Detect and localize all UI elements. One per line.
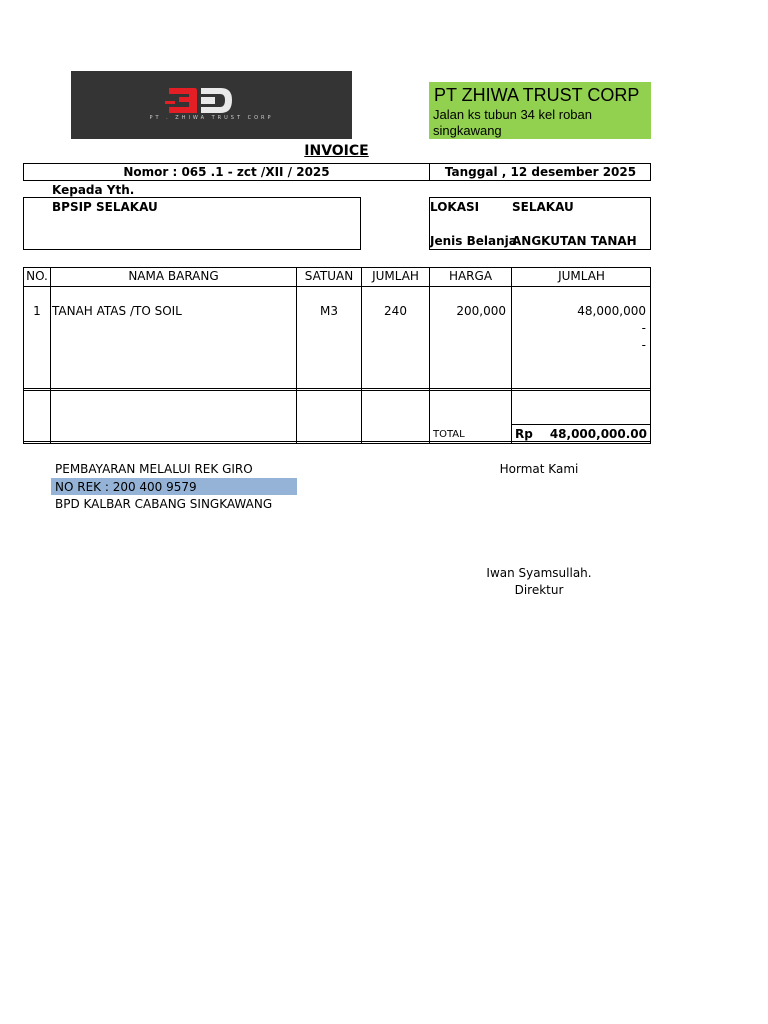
logo-text: PT . ZHIWA TRUST CORP bbox=[149, 115, 274, 121]
bank-name: BPD KALBAR CABANG SINGKAWANG bbox=[55, 497, 273, 511]
row-1-item: TANAH ATAS /TO SOIL bbox=[52, 304, 182, 318]
signature-greeting: Hormat Kami bbox=[499, 462, 579, 476]
company-name: PT ZHIWA TRUST CORP bbox=[434, 85, 640, 105]
col-header-amount: JUMLAH bbox=[558, 269, 605, 283]
category-value: ANGKUTAN TANAH bbox=[512, 234, 637, 248]
logo-mark-icon bbox=[71, 71, 352, 139]
grand-total: 48,000,000.00 bbox=[549, 427, 647, 441]
signatory-name: Iwan Syamsullah. bbox=[486, 566, 592, 580]
row-1-price: 200,000 bbox=[456, 304, 506, 318]
row-1-unit: M3 bbox=[320, 304, 338, 318]
location-label: LOKASI bbox=[430, 200, 480, 214]
location-value: SELAKAU bbox=[512, 200, 574, 214]
row-1-qty: 240 bbox=[384, 304, 407, 318]
payment-method: PEMBAYARAN MELALUI REK GIRO bbox=[55, 462, 253, 476]
company-address: Jalan ks tubun 34 kel roban singkawang bbox=[433, 107, 592, 138]
col-header-unit: SATUAN bbox=[304, 269, 354, 283]
total-currency: Rp bbox=[515, 427, 533, 441]
row-1-no: 1 bbox=[33, 304, 41, 318]
category-label: Jenis Belanja bbox=[430, 234, 517, 248]
col-header-qty: JUMLAH bbox=[372, 269, 419, 283]
company-logo bbox=[71, 71, 352, 139]
total-label: TOTAL bbox=[433, 429, 465, 440]
account-number: NO REK : 200 400 9579 bbox=[55, 480, 197, 494]
invoice-number: Nomor : 065 .1 - zct /XII / 2025 bbox=[123, 165, 330, 179]
items-table bbox=[23, 267, 651, 444]
invoice-date: Tanggal , 12 desember 2025 bbox=[444, 165, 637, 179]
invoice-title: INVOICE bbox=[304, 143, 369, 159]
recipient-name: BPSIP SELAKAU bbox=[52, 200, 158, 214]
signatory-title: Direktur bbox=[514, 583, 564, 597]
col-header-no: NO. bbox=[26, 269, 48, 283]
col-header-price: HARGA bbox=[448, 269, 493, 283]
row-1-amount: 48,000,000 bbox=[577, 304, 646, 318]
col-header-item: NAMA BARANG bbox=[128, 269, 219, 283]
recipient-label: Kepada Yth. bbox=[52, 183, 135, 197]
row-2-amount: - bbox=[641, 321, 646, 335]
row-3-amount: - bbox=[641, 338, 646, 352]
company-info-box bbox=[429, 82, 651, 139]
